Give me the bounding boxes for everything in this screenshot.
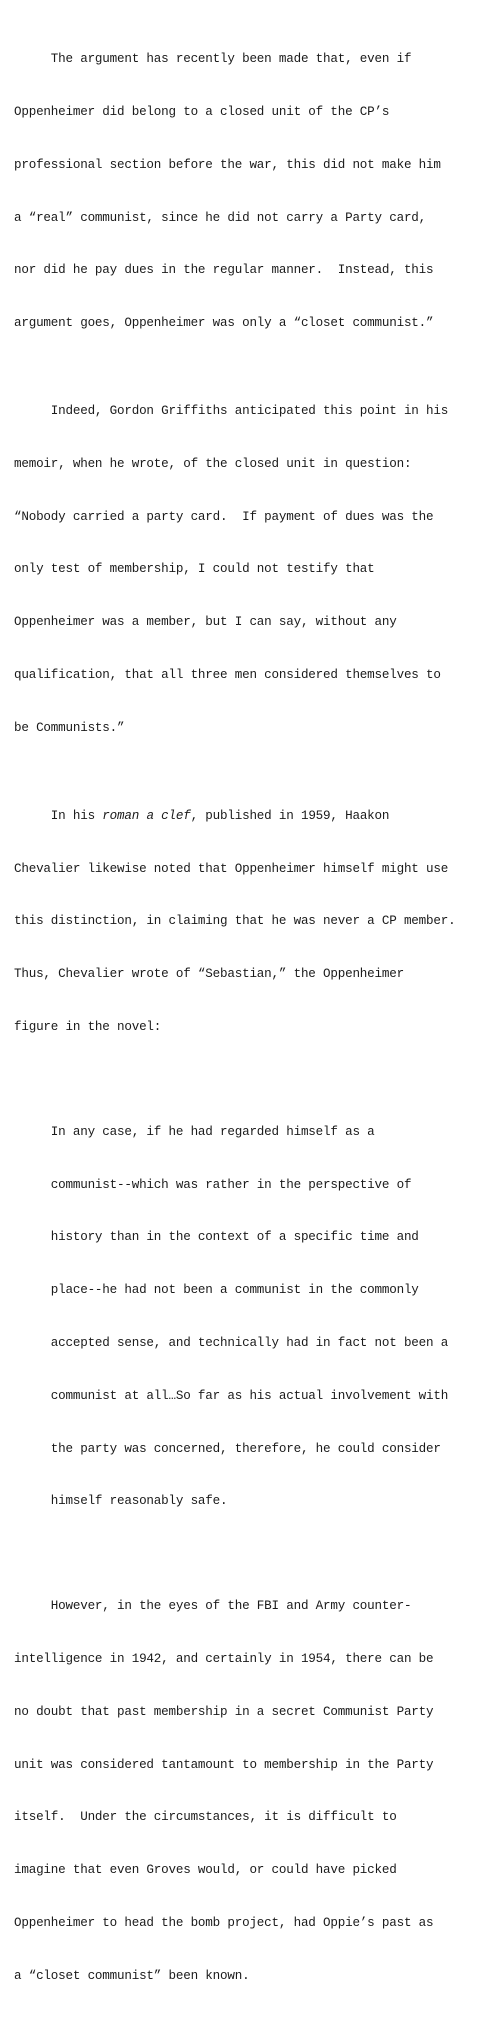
- text-line: Indeed, Gordon Griffiths anticipated this point in his: [14, 404, 449, 419]
- text-line: The argument has recently been made that, even if: [14, 52, 412, 67]
- text-line: [14, 808, 493, 826]
- quote-line: In any case, if he had regarded himself as a: [14, 1124, 375, 1139]
- quote-line: history than in the context of a specific time and: [14, 1230, 419, 1245]
- book-title-italic: roman a clef: [102, 808, 191, 823]
- text-line: Chevalier likewise noted that Oppenheimer himself might use: [14, 861, 449, 876]
- paragraph-closing: [14, 1563, 493, 2020]
- quote-line: accepted sense, and technically had in fact not been a: [14, 1335, 449, 1350]
- paragraph-griffiths: [14, 368, 493, 773]
- paragraph-chevalier: [14, 773, 493, 1072]
- text-line: imagine that even Groves would, or could have picked: [14, 1863, 397, 1878]
- text-line: Thus, Chevalier wrote of “Sebastian,” the Oppenheimer: [14, 967, 404, 982]
- quote-line: the party was concerned, therefore, he could consider: [14, 1441, 441, 1456]
- text-line: intelligence in 1942, and certainly in 1954, there can be: [14, 1652, 434, 1667]
- text-line: professional section before the war, this did not make him: [14, 157, 441, 172]
- text-line: memoir, when he wrote, of the closed unit in question:: [14, 456, 412, 471]
- paragraph-argument: [14, 16, 493, 368]
- block-quote: [14, 1089, 493, 1546]
- text-line: this distinction, in claiming that he was never a CP member.: [14, 914, 456, 929]
- quote-line: place--he had not been a communist in the commonly: [14, 1283, 419, 1298]
- text-line: However, in the eyes of the FBI and Army counter-: [14, 1599, 412, 1614]
- text-line: itself. Under the circumstances, it is difficult to: [14, 1810, 397, 1825]
- spacer: [14, 1546, 493, 1563]
- text-line: argument goes, Oppenheimer was only a “closet communist.”: [14, 316, 434, 331]
- text-fragment: In his: [14, 808, 103, 823]
- quote-line: communist--which was rather in the perspective of: [14, 1177, 412, 1192]
- spacer: [14, 1072, 493, 1089]
- text-line: a “real” communist, since he did not carry a Party card,: [14, 210, 427, 225]
- text-line: only test of membership, I could not testify that: [14, 562, 375, 577]
- text-line: nor did he pay dues in the regular manner. Instead, this: [14, 263, 434, 278]
- text-line: figure in the novel:: [14, 1019, 162, 1034]
- text-line: a “closet communist” been known.: [14, 1968, 250, 1983]
- text-line: no doubt that past membership in a secret Communist Party: [14, 1704, 434, 1719]
- text-line: Oppenheimer was a member, but I can say, without any: [14, 615, 397, 630]
- quote-line: communist at all…So far as his actual involvement with: [14, 1388, 449, 1403]
- text-fragment: , published in 1959, Haakon: [190, 808, 390, 823]
- text-line: Oppenheimer to head the bomb project, had Oppie’s past as: [14, 1915, 434, 1930]
- text-line: “Nobody carried a party card. If payment of dues was the: [14, 509, 434, 524]
- quote-line: himself reasonably safe.: [14, 1494, 228, 1509]
- text-line: be Communists.”: [14, 720, 125, 735]
- text-line: qualification, that all three men considered themselves to: [14, 667, 441, 682]
- text-line: Oppenheimer did belong to a closed unit of the CP’s: [14, 104, 390, 119]
- text-line: unit was considered tantamount to membership in the Party: [14, 1757, 434, 1772]
